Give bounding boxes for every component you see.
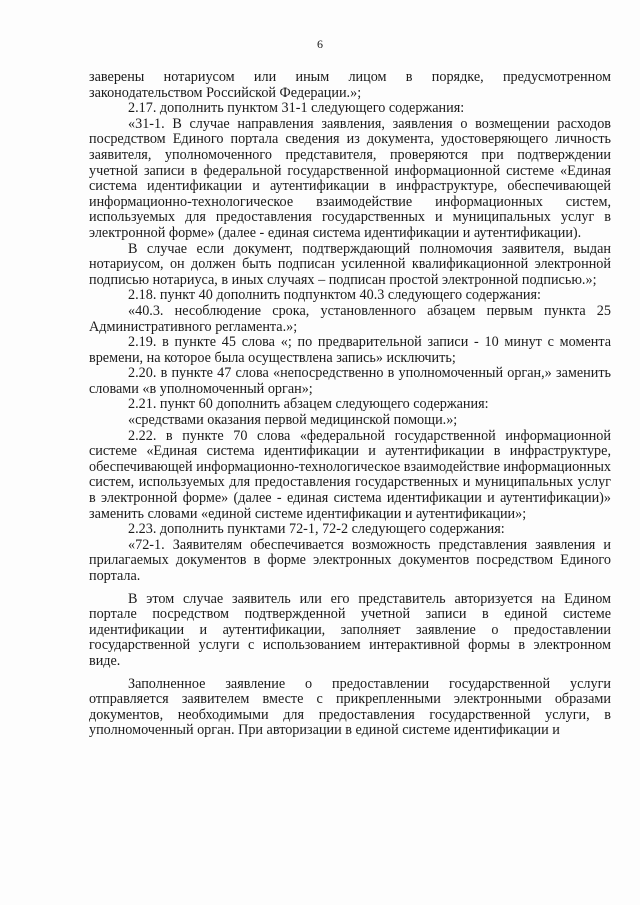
- paragraph: 2.17. дополнить пунктом 31-1 следующего содержания:: [128, 100, 465, 117]
- paragraph: «средствами оказания первой медицинской помощи.»;: [128, 412, 458, 429]
- paragraph: «31-1. В случае направления заявления, заявления о возмещении расходов посредством Единого портала сведения из документа, удостоверяющего личность заявителя, уполномоченного представителя, проверяются при подтверждении учетной записи в федеральной государственной информационной системе «Единая система идентификации и аутентификации в инфраструктуре, обеспечивающей информационно-технологическое взаимодействие информационных систем, используемых для предоставления государственных и муниципальных услуг в электронной форме» (далее - единая система идентификации и аутентификации).: [89, 115, 611, 241]
- paragraph: Заполненное заявление о предоставлении государственной услуги отправляется заявителем вместе с прикрепленными электронными образами документов, необходимыми для предоставления государственной услуги, в уполномоченный орган. При авторизации в единой системе идентификации и: [89, 675, 611, 739]
- paragraph: В случае если документ, подтверждающий полномочия заявителя, выдан нотариусом, он должен быть подписан усиленной квалификационной электронной подписью нотариуса, в иных случаях – подписан простой электронной подписью.»;: [89, 240, 611, 288]
- document-body: [89, 70, 611, 739]
- paragraph: 2.21. пункт 60 дополнить абзацем следующего содержания:: [128, 396, 489, 413]
- paragraph: 2.22. в пункте 70 слова «федеральной государственной информационной системе «Единая система идентификации и аутентификации в инфраструктуре, обеспечивающей информационно-технологическое взаимодействие информационных систем, используемых для предоставления государственных и муниципальных услуг в электронной форме» (далее - единая система идентификации и аутентификации)» заменить словами «единой системе идентификации и аутентификации»;: [89, 427, 611, 522]
- paragraph: 2.18. пункт 40 дополнить подпунктом 40.3 следующего содержания:: [128, 287, 541, 304]
- paragraph: 2.23. дополнить пунктами 72-1, 72-2 следующего содержания:: [128, 521, 505, 538]
- paragraph: 2.19. в пункте 45 слова «; по предварительной записи - 10 минут с момента времени, на которое была осуществлена запись» исключить;: [89, 334, 611, 366]
- paragraph: «40.3. несоблюдение срока, установленного абзацем первым пункта 25 Административного регламента.»;: [89, 302, 611, 335]
- paragraph: заверены нотариусом или иным лицом в порядке, предусмотренном законодательством Российской Федерации.»;: [89, 69, 611, 101]
- page-number: 6: [317, 37, 323, 51]
- paragraph: В этом случае заявитель или его представитель авторизуется на Едином портале посредством подтвержденной учетной записи в единой системе идентификации и аутентификации, заполняет заявление о предоставлении государственной услуги с использованием интерактивной формы в электронном виде.: [89, 590, 611, 669]
- paragraph: 2.20. в пункте 47 слова «непосредственно в уполномоченный орган,» заменить словами «в уполномоченный орган»;: [89, 365, 611, 397]
- paragraph: «72-1. Заявителям обеспечивается возможность представления заявления и прилагаемых документов в форме электронных документов посредством Единого портала.: [89, 536, 611, 584]
